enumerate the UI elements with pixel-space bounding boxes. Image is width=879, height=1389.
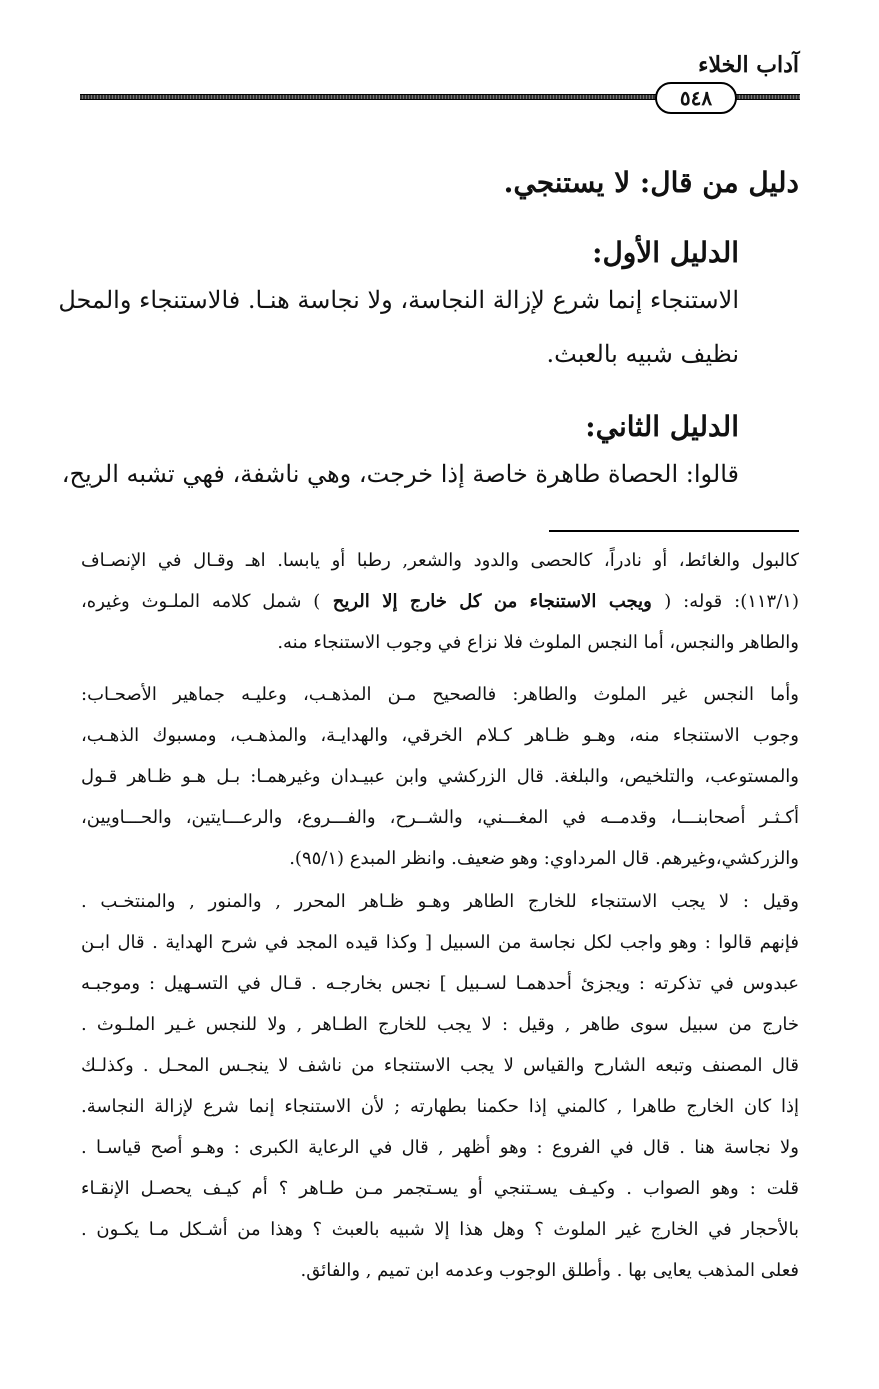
footnote-line: أكـثـر أصحابنـــا، وقدمــه في المغـــني، والشــرح، والفـــروع، والرعـــايتين، والحـــاويين،: [81, 807, 799, 828]
body-line: الاستنجاء إنما شرع لإزالة النجاسة، ولا نجاسة هنـا. فالاستنجاء والمحل: [58, 286, 739, 314]
footnote-line: [81, 593, 799, 611]
footnote-line: قلت : وهو الصواب . وكيـف يسـتنجي أو يسـتجمر مـن طـاهر ؟ أم كيـف يحصـل الإنقـاء: [81, 1178, 799, 1199]
footnote-line: إذا كان الخارج طاهرا , كالمني إذا حكمنا بطهارته ; لأن الاستنجاء إنما شرع لإزالة النجاسة.: [81, 1096, 799, 1117]
footnote-separator: [549, 530, 799, 532]
running-title: آداب الخلاء: [698, 52, 799, 78]
footnote-line: والزركشي،وغيرهم. قال المرداوي: وهو ضعيف. وانظر المبدع (٩٥/١).: [289, 848, 799, 869]
second-evidence-heading: الدليل الثاني:: [585, 410, 739, 443]
footnote-line: عبدوس في تذكرته : ويجزئ أحدهمـا لسـبيل ] نجس بخارجـه . قـال في التسـهيل : وموجبـه: [81, 973, 799, 994]
footnote-line: فعلى المذهب يعايى بها . وأطلق الوجوب وعدمه ابن تميم , والفائق.: [300, 1260, 799, 1281]
body-line: قالوا: الحصاة طاهرة خاصة إذا خرجت، وهي ناشفة، فهي تشبه الريح،: [61, 460, 739, 488]
footnote-line: كالبول والغائط، أو نادراً، كالحصى والدود والشعر, رطبا أو يابسا. اهـ وقـال في الإنصـاف: [81, 550, 799, 571]
first-evidence-heading: الدليل الأول:: [592, 236, 739, 269]
footnote-text: (١١٣/١): قوله: (: [664, 591, 799, 612]
footnote-text: ) شمل كلامه الملـوث وغيره،: [81, 591, 321, 612]
footnote-line: ولا نجاسة هنا . قال في الفروع : وهو أظهر , قال في الرعاية الكبرى : وهـو أصح قياسـا .: [81, 1137, 799, 1158]
footnote-line: وقيل : لا يجب الاستنجاء للخارج الطاهر وهـو ظـاهر المحرر , والمنور , والمنتخـب .: [81, 891, 799, 912]
footnote-line: فإنهم قالوا : وهو واجب لكل نجاسة من السبيل [ وكذا قيده المجد في شرح الهداية . قال ابـن: [81, 932, 799, 953]
body-line: نظيف شبيه بالعبث.: [546, 340, 739, 368]
footnote-line: والمستوعب، والتلخيص، والبلغة. قال الزركشي وابن عبيـدان وغيرهمـا: بـل هـو ظـاهر قـول: [81, 766, 799, 787]
footnote-line: خارج من سبيل سوى طاهر , وقيل : لا يجب للخارج الطـاهر , ولا للنجس غـير الملـوث .: [81, 1014, 799, 1035]
footnote-line: قال المصنف وتبعه الشارح والقياس لا يجب الاستنجاء من ناشف لا ينجـس المحـل . وكذلـك: [81, 1055, 799, 1076]
footnote-line: والطاهر والنجس، أما النجس الملوث فلا نزاع في وجوب الاستنجاء منه.: [277, 632, 799, 653]
footnote-line: وأما النجس غير الملوث والطاهر: فالصحيح مـن المذهـب، وعليـه جماهير الأصحـاب:: [81, 684, 799, 705]
header-rule: [80, 82, 800, 112]
page-number: ٥٤٨: [655, 82, 737, 114]
footnote-quote: ويجب الاستنجاء من كل خارج إلا الريح: [320, 591, 665, 612]
footnote-line: وجوب الاستنجاء منه، وهـو ظـاهر كـلام الخرقي، والهدايـة، والمذهـب، ومسبوك الذهـب،: [81, 725, 799, 746]
section-title: دليل من قال: لا يستنجي.: [503, 166, 799, 199]
footnote-line: بالأحجار في الخارج غير الملوث ؟ وهل هذا إلا شبيه بالعبث ؟ وهذا من أشـكل مـا يكـون .: [81, 1219, 799, 1240]
